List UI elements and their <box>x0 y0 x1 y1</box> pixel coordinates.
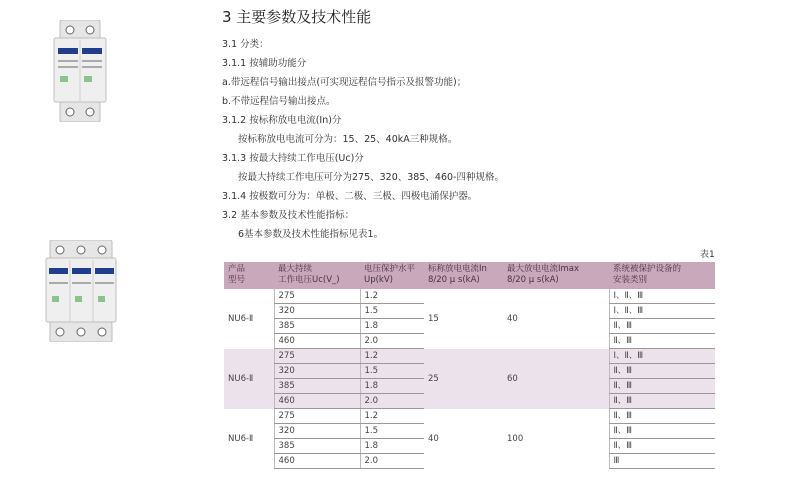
cell-uc: 320 <box>274 364 360 379</box>
text-line-table-ref: 6基本参数及技术性能指标见表1。 <box>238 229 384 240</box>
cell-imax: 60 <box>503 349 609 409</box>
text-line-in-spec: 按标称放电电流可分为：15、25、40kA三种规格。 <box>238 134 458 145</box>
table-group-2 <box>224 349 715 409</box>
cell-up: 1.8 <box>360 379 424 394</box>
cell-up: 2.0 <box>360 334 424 349</box>
cell-model: NU6-Ⅱ <box>228 313 254 324</box>
text-line-3-1-3: 3.1.3 按最大持续工作电压(Uc)分 <box>222 153 364 164</box>
table-group-1 <box>224 289 715 349</box>
header-in: 标称放电电流In 8/20 μ s(kA) <box>424 262 503 289</box>
section-title: 3 主要参数及技术性能 <box>222 8 372 26</box>
surge-protector-2pole-image <box>52 20 108 122</box>
cell-category: Ⅱ、Ⅲ <box>609 364 715 379</box>
text-line-uc-spec: 按最大持续工作电压可分为275、320、385、460-四种规格。 <box>238 172 504 183</box>
table-row <box>224 409 715 424</box>
cell-in: 25 <box>424 349 503 409</box>
header-up: 电压保护水平 Up(kV) <box>360 262 424 289</box>
spec-table <box>224 262 715 469</box>
cell-up: 1.2 <box>360 349 424 364</box>
cell-category: Ⅱ、Ⅲ <box>609 439 715 454</box>
cell-model: NU6-Ⅱ <box>224 349 274 409</box>
cell-category: Ⅱ、Ⅲ <box>609 379 715 394</box>
table-number: 表1 <box>700 250 715 260</box>
text-line-3-2: 3.2 基本参数及技术性能指标： <box>222 210 355 221</box>
cell-category: Ⅱ、Ⅲ <box>609 424 715 439</box>
text-line-3-1-1: 3.1.1 按辅助功能分 <box>222 58 307 69</box>
cell-uc: 385 <box>274 379 360 394</box>
header-uc: 最大持续 工作电压Uc(V_) <box>274 262 360 289</box>
table-row <box>224 349 715 364</box>
cell-up: 1.5 <box>360 424 424 439</box>
cell-up: 2.0 <box>360 454 424 469</box>
cell-up: 1.5 <box>360 304 424 319</box>
header-imax: 最大放电电流Imax 8/20 μ s(kA) <box>503 262 609 289</box>
header-model: 产品 型号 <box>224 262 274 289</box>
table-group-3 <box>224 409 715 469</box>
cell-category: Ⅰ、Ⅱ、Ⅲ <box>609 349 715 364</box>
table-header-row <box>224 262 715 289</box>
cell-up: 1.8 <box>360 319 424 334</box>
cell-up: 1.2 <box>360 409 424 424</box>
text-line-3-1-4: 3.1.4 按极数可分为：单极、二极、三极、四极电涌保护器。 <box>222 191 478 202</box>
cell-uc: 460 <box>274 334 360 349</box>
header-category: 系统被保护设备的 安装类别 <box>609 262 715 289</box>
cell-uc: 320 <box>274 304 360 319</box>
cell-category: Ⅱ、Ⅲ <box>609 319 715 334</box>
cell-category: Ⅲ <box>609 454 715 469</box>
text-line-3-1-2: 3.1.2 按标称放电电流(In)分 <box>222 115 342 126</box>
text-line-b: b.不带远程信号输出接点。 <box>222 96 336 107</box>
cell-imax: 40 <box>507 313 518 324</box>
text-line-3-1: 3.1 分类： <box>222 39 269 50</box>
cell-uc: 385 <box>274 439 360 454</box>
cell-category: Ⅱ、Ⅲ <box>609 334 715 349</box>
cell-category: Ⅰ、Ⅱ、Ⅲ <box>609 289 715 304</box>
cell-up: 2.0 <box>360 394 424 409</box>
cell-in: 15 <box>428 313 439 324</box>
cell-up: 1.5 <box>360 364 424 379</box>
cell-up: 1.2 <box>360 289 424 304</box>
text-line-a: a.带远程信号输出接点(可实现远程信号指示及报警功能)； <box>222 77 467 88</box>
cell-category: Ⅱ、Ⅲ <box>609 409 715 424</box>
cell-uc: 460 <box>274 454 360 469</box>
cell-model: NU6-Ⅱ <box>228 433 254 444</box>
cell-imax: 100 <box>507 433 524 444</box>
cell-uc: 275 <box>274 349 360 364</box>
cell-category: Ⅱ、Ⅲ <box>609 394 715 409</box>
cell-uc: 275 <box>274 289 360 304</box>
cell-uc: 320 <box>274 424 360 439</box>
cell-uc: 275 <box>274 409 360 424</box>
table-row <box>224 289 715 304</box>
cell-up: 1.8 <box>360 439 424 454</box>
cell-category: Ⅰ、Ⅱ、Ⅲ <box>609 304 715 319</box>
cell-uc: 385 <box>274 319 360 334</box>
cell-uc: 460 <box>274 394 360 409</box>
surge-protector-3pole-image <box>44 240 118 342</box>
cell-in: 40 <box>428 433 439 444</box>
